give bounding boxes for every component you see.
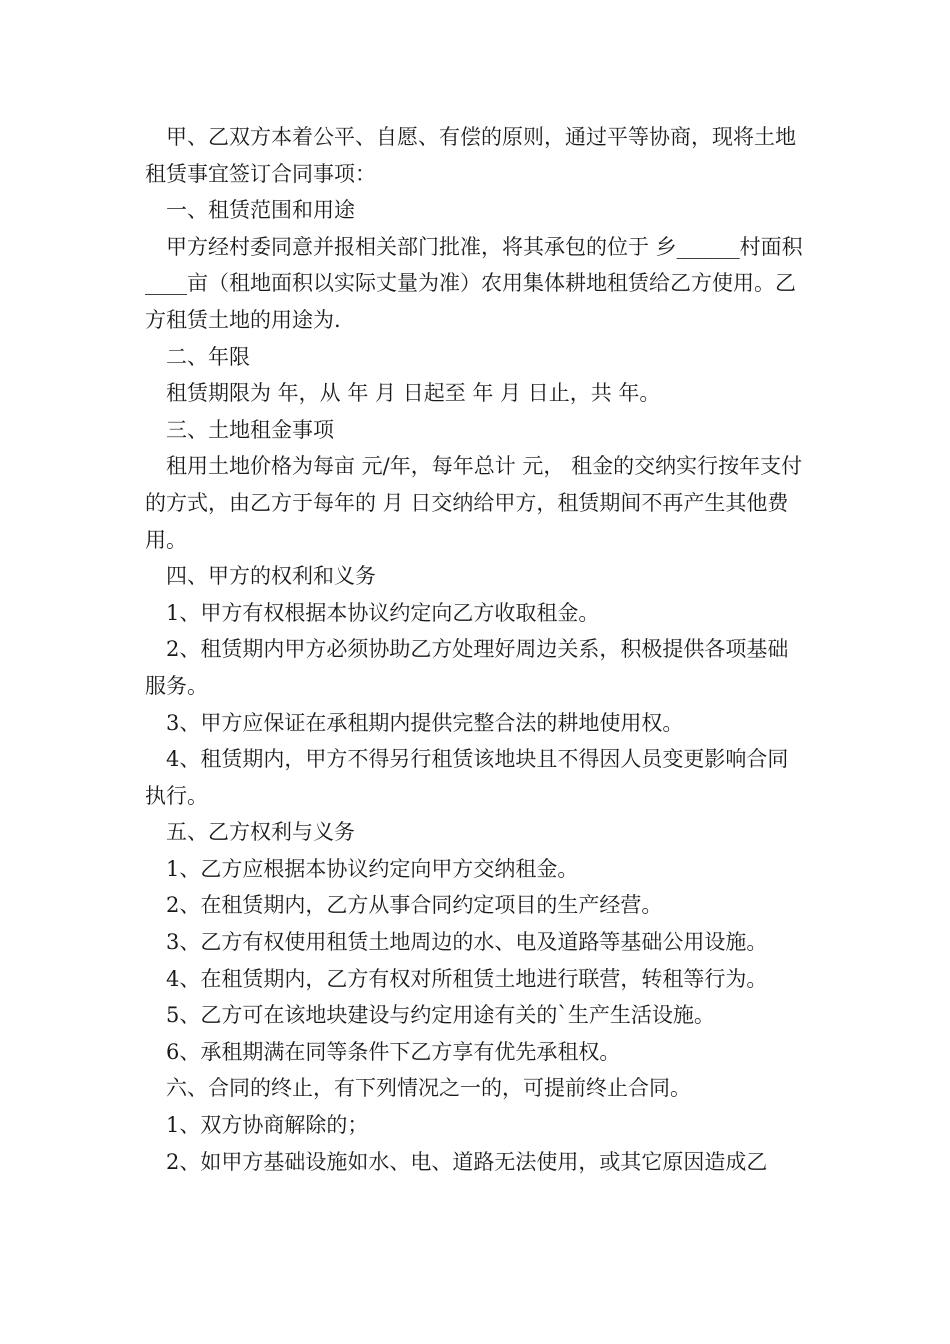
list-item: 3、甲方应保证在承租期内提供完整合法的耕地使用权。 <box>166 710 684 735</box>
contract-body <box>145 119 807 1180</box>
list-item: 2、如甲方基础设施如水、电、道路无法使用，或其它原因造成乙 <box>166 1149 768 1174</box>
list-item: 4、在租赁期内，乙方有权对所租赁土地进行联营，转租等行为。 <box>166 966 768 991</box>
section-heading-party-a: 四、甲方的权利和义务 <box>166 564 376 589</box>
list-item: 1、甲方有权根据本协议约定向乙方收取租金。 <box>166 600 600 625</box>
intro-paragraph: 甲、乙双方本着公平、自愿、有偿的原则，通过平等协商，现将土地租赁事宜签订合同事项： <box>145 125 796 186</box>
list-item: 1、乙方应根据本协议约定向甲方交纳租金。 <box>166 856 579 881</box>
list-item: 5、乙方可在该地块建设与约定用途有关的`生产生活设施。 <box>166 1003 715 1028</box>
scope-paragraph: 甲方经村委同意并报相关部门批准，将其承包的位于 乡______村面积____亩（租地面积以实际丈量为准）农用集体耕地租赁给乙方使用。乙方租赁土地的用途为. <box>145 234 803 332</box>
list-item: 2、在租赁期内，乙方从事合同约定项目的生产经营。 <box>166 893 663 918</box>
list-item: 2、租赁期内甲方必须协助乙方处理好周边关系，积极提供各项基础服务。 <box>145 637 789 698</box>
list-item: 1、双方协商解除的； <box>166 1113 369 1138</box>
section-heading-party-b: 五、乙方权利与义务 <box>166 820 355 845</box>
section-heading-term: 二、年限 <box>166 344 250 369</box>
list-item: 3、乙方有权使用租赁土地周边的水、电及道路等基础公用设施。 <box>166 930 768 955</box>
rent-paragraph: 租用土地价格为每亩 元/年，每年总计 元， 租金的交纳实行按年支付的方式，由乙方于每年的 月 日交纳给甲方，租赁期间不再产生其他费用。 <box>145 454 803 552</box>
term-paragraph: 租赁期限为 年，从 年 月 日起至 年 月 日止，共 年。 <box>166 381 661 406</box>
section-heading-scope: 一、租赁范围和用途 <box>166 198 355 223</box>
section-heading-rent: 三、土地租金事项 <box>166 417 334 442</box>
list-item: 4、租赁期内，甲方不得另行租赁该地块且不得因人员变更影响合同执行。 <box>145 747 789 808</box>
list-item: 6、承租期满在同等条件下乙方享有优先承租权。 <box>166 1039 621 1064</box>
section-heading-termination: 六、合同的终止，有下列情况之一的，可提前终止合同。 <box>166 1076 691 1101</box>
